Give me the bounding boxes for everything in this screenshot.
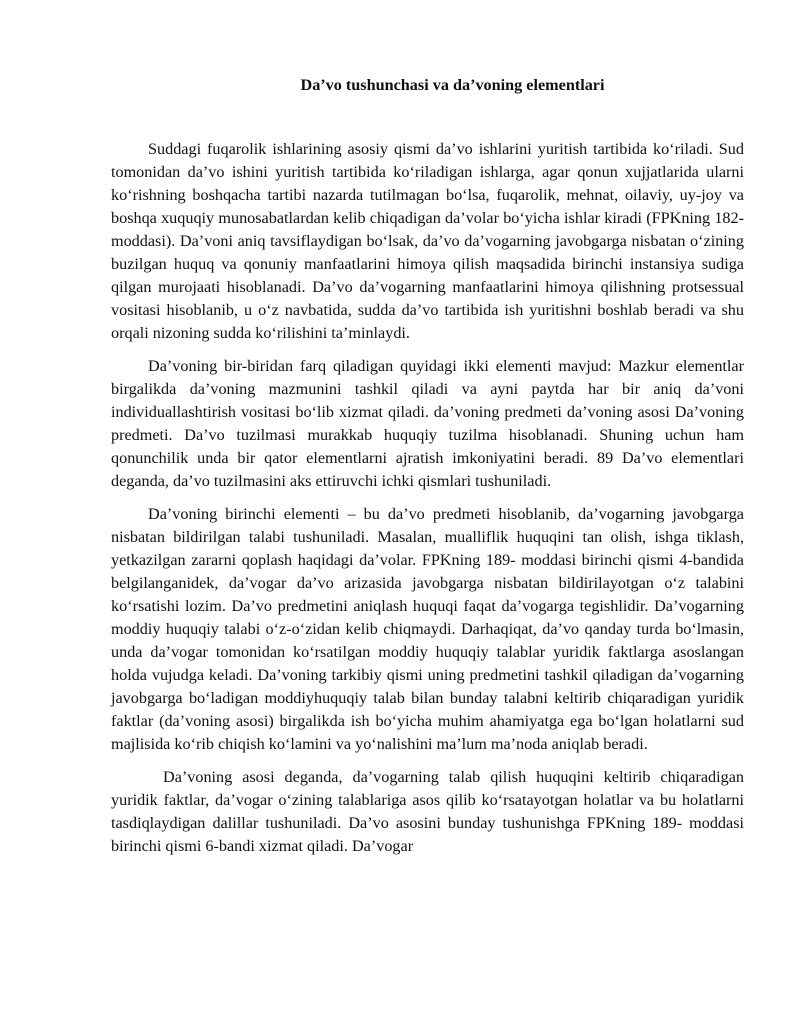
document-body [111, 138, 744, 868]
paragraph-3: Da’voning birinchi elementi – bu da’vo predmeti hisoblanib, da’vogarning javobgarga nisbatan bildirilgan talabi tushuniladi. Masalan, mualliflik huquqini tan olish, ishga tiklash, yetkazilgan zararni qoplash haqidagi da’volar. FPKning 189- moddasi birinchi qismi 4-bandida belgilanganidek, da’vogar da’vo arizasida javobgarga nisbatan bildirilayotgan o‘z talabini ko‘rsatishi lozim. Da’vo predmetini aniqlash huquqi faqat da’vogarga tegishlidir. Da’vogarning moddiy huquqiy talabi o‘z-o‘zidan kelib chiqmaydi. Darhaqiqat, da’vo qanday turda bo‘lmasin, unda da’vogar tomonidan ko‘rsatilgan moddiy huquqiy talablar yuridik faktlarga asoslangan holda vujudga keladi. Da’voning tarkibiy qismi uning predmetini tashkil qiladigan da’vogarning javobgarga bo‘ladigan moddiyhuquqiy talab bilan bunday talabni keltirib chiqaradigan yuridik faktlar (da’voning asosi) birgalikda ish bo‘yicha muhim ahamiyatga ega bo‘lgan holatlarni sud majlisida ko‘rib chiqish ko‘lamini va yo‘nalishini ma’lum ma’noda aniqlab beradi. [111, 505, 744, 753]
paragraph-2: Da’voning bir-biridan farq qiladigan quyidagi ikki elementi mavjud: Mazkur elementlar birgalikda da’voning mazmunini tashkil qiladi va ayni paytda har bir aniq da’voni individuallashtirish vositasi bo‘lib xizmat qiladi. da’voning predmeti da’voning asosi Da’voning predmeti. Da’vo tuzilmasi murakkab huquqiy tuzilma hisoblanadi. Shuning uchun ham qonunchilik unda bir qator elementlarni ajratish imkoniyatini beradi. 89 Da’vo elementlari deganda, da’vo tuzilmasini aks ettiruvchi ichki qismlari tushuniladi. [111, 357, 744, 490]
paragraph-4: Da’voning asosi deganda, da’vogarning talab qilish huquqini keltirib chiqaradigan yuridik faktlar, da’vogar o‘zining talablariga asos qilib ko‘rsatayotgan holatlar va bu holatlarni tasdiqlaydigan dalillar tushuniladi. Da’vo asosini bunday tushunishga FPKning 189- moddasi birinchi qismi 6-bandi xizmat qiladi. Da’vogar [111, 768, 744, 855]
paragraph-1: Suddagi fuqarolik ishlarining asosiy qismi da’vo ishlarini yuritish tartibida ko‘riladi. Sud tomonidan da’vo ishini yuritish tartibida ko‘riladigan ishlarga, agar qonun xujjatlarida ularni ko‘rishning boshqacha tartibi nazarda tutilmagan bo‘lsa, fuqarolik, mehnat, oilaviy, uy-joy va boshqa xuquqiy munosabatlardan kelib chiqadigan da’volar bo‘yicha ishlar kiradi (FPKning 182-moddasi). Da’voni aniq tavsiflaydigan bo‘lsak, da’vo da’vogarning javobgarga nisbatan o‘zining buzilgan huquq va qonuniy manfaatlarini himoya qilish maqsadida birinchi instansiya sudiga qilgan murojaati hisoblanadi. Da’vo da’vogarning manfaatlarini himoya qilishning protsessual vositasi hisoblanib, u o‘z navbatida, sudda da’vo tartibida ish yuritishni boshlab beradi va shu orqali nizoning sudda ko‘rilishini ta’minlaydi. [111, 140, 744, 342]
document-title: Da’vo tushunchasi va da’voning elementlari [300, 76, 605, 94]
